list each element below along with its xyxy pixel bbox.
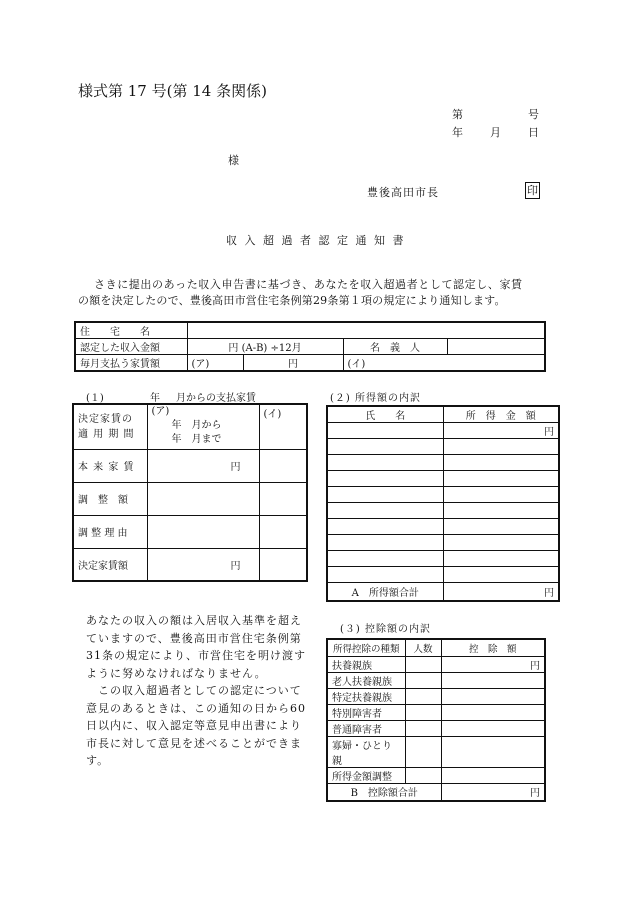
deduction-type: 寡婦・ひとり親 (327, 736, 405, 767)
number-label: 第 (452, 108, 463, 121)
deduction-amount (441, 688, 545, 704)
income-row-amount (443, 503, 559, 519)
notice-line: 31条の規定により、市営住宅を明け渡す (86, 649, 306, 662)
period-a-label: (ア) (151, 406, 170, 417)
deduction-amount (441, 720, 545, 736)
rent-a-yen: 円 (243, 355, 343, 372)
adjustment-reason-i (259, 515, 307, 548)
notice-line: 意見のあるときは、この通知の日から60 (86, 701, 306, 715)
income-row-amount (443, 439, 559, 455)
notice-line: す。 (86, 754, 110, 767)
body-line-2: の額を決定したので、豊後高田市営住宅条例第29条第１項の規定により通知します。 (78, 294, 506, 307)
income-row-name (327, 423, 443, 439)
period-to: 年 月まで (171, 434, 222, 445)
rent-a-label: (ア) (187, 355, 243, 372)
deduction-people (405, 767, 441, 783)
decided-rent-label: 決定家賃額 (73, 548, 147, 581)
income-table (326, 405, 560, 602)
decided-rent-yen: 円 (147, 548, 259, 581)
base-rent-yen: 円 (147, 449, 259, 482)
deduction-total-yen: 円 (441, 783, 545, 801)
section2-heading: (２) 所得額の内訳 (330, 393, 421, 404)
period-label-line2: 適 用 期 間 (78, 428, 135, 440)
income-row-amount (443, 487, 559, 503)
deduction-type: 特定扶養親族 (327, 688, 405, 704)
monthly-rent-label: 毎月支払う家賃額 (75, 355, 187, 372)
day-label: 日 (528, 126, 539, 139)
income-row-yen: 円 (443, 423, 559, 439)
income-row-name (327, 455, 443, 471)
housing-name-value (187, 322, 545, 339)
income-total-label: A 所得額合計 (327, 583, 443, 601)
deduction-people (405, 736, 441, 767)
notice-line: あなたの収入の額は入居収入基準を超え (86, 614, 302, 627)
income-total-yen: 円 (443, 583, 559, 601)
notice-line: ていますので、豊後高田市営住宅条例第 (86, 631, 302, 645)
form-number: 様式第 17 号(第 14 条関係) (78, 82, 267, 100)
deduction-amount (441, 736, 545, 767)
base-rent-label: 本 来 家 賃 (73, 449, 147, 482)
income-row-amount (443, 455, 559, 471)
income-row-amount (443, 567, 559, 583)
income-row-amount (443, 551, 559, 567)
section3-heading: (３) 控除額の内訳 (340, 624, 431, 635)
year-label: 年 (452, 126, 463, 139)
deduction-type: 扶養親族 (327, 656, 405, 672)
income-row-name (327, 535, 443, 551)
recognized-income-label: 認定した収入金額 (75, 339, 187, 355)
section1-heading: 月からの支払家賃 (176, 393, 256, 404)
holder-value (447, 339, 545, 355)
notice-line: 市長に対して意見を述べることができま (86, 736, 302, 750)
income-row-name (327, 471, 443, 487)
notice-line: ように努めなければなりません。 (86, 666, 267, 680)
deduction-people (405, 656, 441, 672)
deduction-amount-header: 控 除 額 (441, 639, 545, 656)
deduction-total-label: B 控除額合計 (327, 783, 441, 801)
adjustment-value (147, 482, 259, 515)
notice-line: この収入超過者としての認定について (86, 684, 302, 697)
adjustment-i (259, 482, 307, 515)
income-row-name (327, 503, 443, 519)
section1-number: (１) (86, 393, 104, 404)
month-label: 月 (490, 126, 501, 139)
income-row-amount (443, 471, 559, 487)
deduction-amount (441, 704, 545, 720)
deduction-yen: 円 (441, 656, 545, 672)
income-row-name (327, 487, 443, 503)
deduction-people (405, 720, 441, 736)
rent-table (72, 403, 308, 582)
deduction-amount (441, 767, 545, 783)
deduction-amount (441, 672, 545, 688)
adjustment-label: 調 整 額 (73, 482, 147, 515)
income-row-amount (443, 519, 559, 535)
issuer-name: 豊後高田市長 (367, 186, 439, 199)
housing-name-label: 住 宅 名 (75, 322, 187, 339)
seal-mark: 印 (527, 184, 538, 197)
notice-text (86, 612, 306, 770)
deduction-type: 老人扶養親族 (327, 672, 405, 688)
income-row-name (327, 519, 443, 535)
deduction-people-header: 人数 (405, 639, 441, 656)
number-suffix: 号 (528, 108, 539, 121)
income-name-header: 氏 名 (327, 406, 443, 423)
adjustment-reason-value (147, 515, 259, 548)
adjustment-reason-label: 調 整 理 由 (73, 515, 147, 548)
income-row-name (327, 439, 443, 455)
deduction-people (405, 672, 441, 688)
deduction-type-header: 所得控除の種類 (327, 639, 405, 656)
recognized-income-formula: 円 (A-B) ÷12月 (187, 339, 343, 355)
deduction-type: 普通障害者 (327, 720, 405, 736)
deduction-people (405, 688, 441, 704)
holder-label: 名 義 人 (343, 339, 447, 355)
income-amount-header: 所 得 金 額 (443, 406, 559, 423)
income-row-name (327, 551, 443, 567)
period-label (73, 404, 147, 449)
income-row-amount (443, 535, 559, 551)
document-title: 収 入 超 過 者 認 定 通 知 書 (226, 234, 406, 247)
summary-table (74, 321, 546, 372)
deduction-table (326, 638, 546, 802)
period-from: 年 月から (171, 420, 222, 431)
deduction-type: 特別障害者 (327, 704, 405, 720)
period-i-label: (イ) (259, 404, 307, 449)
base-rent-i (259, 449, 307, 482)
decided-rent-i (259, 548, 307, 581)
body-line-1: さきに提出のあった収入申告書に基づき、あなたを収入超過者として認定し、家賃 (94, 278, 523, 291)
deduction-type: 所得金額調整 (327, 767, 405, 783)
addressee-suffix: 様 (228, 154, 239, 167)
income-row-name (327, 567, 443, 583)
period-a-cell (147, 404, 259, 449)
period-label-line1: 決定家賃の (78, 413, 133, 425)
section1-year: 年 (150, 393, 160, 404)
rent-i-label: (イ) (343, 355, 545, 372)
notice-line: 日以内に、収入認定等意見申出書により (86, 719, 302, 732)
deduction-people (405, 704, 441, 720)
